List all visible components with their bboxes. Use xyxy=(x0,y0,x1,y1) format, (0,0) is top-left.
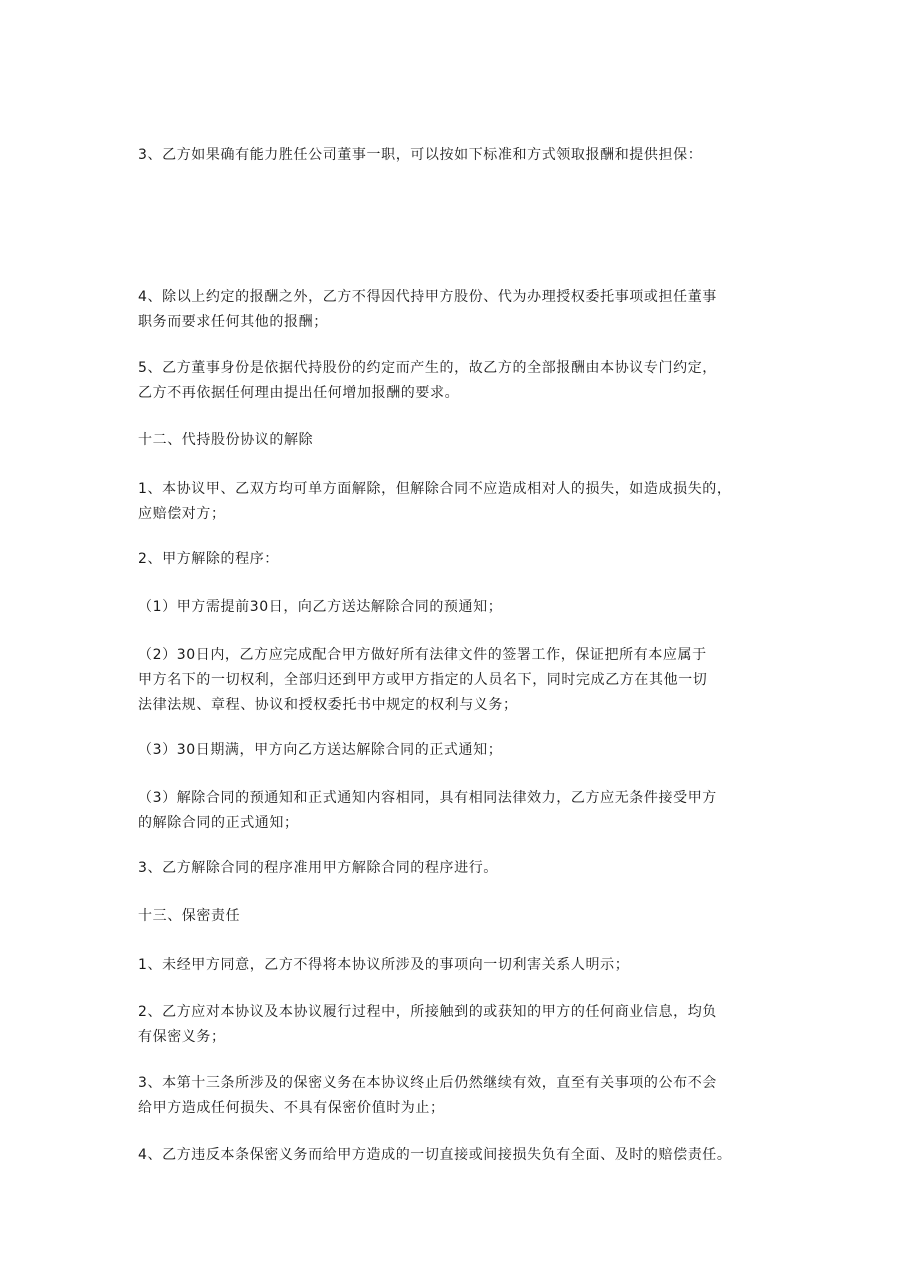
text-line: （1）甲方需提前30日，向乙方送达解除合同的预通知； xyxy=(138,599,503,615)
paragraph-clause-3-director-pay xyxy=(138,143,788,168)
text-line: 甲方名下的一切权利，全部归还到甲方或甲方指定的人员名下，同时完成乙方在其他一切 xyxy=(138,672,708,688)
paragraph-13-4-compensation xyxy=(138,1143,788,1168)
text-line: 1、未经甲方同意，乙方不得将本协议所涉及的事项向一切利害关系人明示； xyxy=(138,957,630,973)
text-line: 4、除以上约定的报酬之外，乙方不得因代持甲方股份、代为办理授权委托事项或担任董事 xyxy=(138,289,717,305)
paragraph-12-1-unilateral-termination xyxy=(138,477,788,527)
paragraph-13-1-no-disclosure xyxy=(138,953,788,978)
text-line: 3、乙方如果确有能力胜任公司董事一职，可以按如下标准和方式领取报酬和提供担保： xyxy=(138,147,703,163)
section-heading-13 xyxy=(138,904,788,929)
text-line: 5、乙方董事身份是依据代持股份的约定而产生的，故乙方的全部报酬由本协议专门约定， xyxy=(138,360,717,376)
section-heading-12 xyxy=(138,428,788,453)
text-line: （3）解除合同的预通知和正式通知内容相同，具有相同法律效力，乙方应无条件接受甲方 xyxy=(138,790,717,806)
text-line: 1、本协议甲、乙双方均可单方面解除，但解除合同不应造成相对人的损失，如造成损失的， xyxy=(138,481,732,497)
text-line: 法律法规、章程、协议和授权委托书中规定的权利与义务； xyxy=(138,697,518,713)
text-line: 应赔偿对方； xyxy=(138,506,226,522)
paragraph-12-2-3-formal-notice xyxy=(138,738,788,763)
text-line: 职务而要求任何其他的报酬； xyxy=(138,314,328,330)
section-heading: 十三、保密责任 xyxy=(138,908,241,924)
paragraph-13-3-survival xyxy=(138,1071,788,1121)
text-line: （2）30日内，乙方应完成配合甲方做好所有法律文件的签署工作，保证把所有本应属于 xyxy=(138,647,707,663)
section-heading: 十二、代持股份协议的解除 xyxy=(138,432,314,448)
paragraph-clause-5-director-identity xyxy=(138,356,788,406)
text-line: 2、甲方解除的程序： xyxy=(138,551,279,567)
text-line: 2、乙方应对本协议及本协议履行过程中，所接触到的或获知的甲方的任何商业信息，均负 xyxy=(138,1004,717,1020)
text-line: 的解除合同的正式通知； xyxy=(138,815,299,831)
paragraph-12-2-3b-same-effect xyxy=(138,786,788,836)
text-line: 给甲方造成任何损失、不具有保密价值时为止； xyxy=(138,1100,445,1116)
text-line: 有保密义务； xyxy=(138,1029,226,1045)
text-line: （3）30日期满，甲方向乙方送达解除合同的正式通知； xyxy=(138,742,503,758)
paragraph-12-3-party-b-procedure xyxy=(138,856,788,881)
paragraph-12-2-2-within-30-days xyxy=(138,643,788,718)
paragraph-clause-4-no-other-pay xyxy=(138,285,788,335)
text-line: 3、本第十三条所涉及的保密义务在本协议终止后仍然继续有效，直至有关事项的公布不会 xyxy=(138,1075,717,1091)
text-line: 乙方不再依据任何理由提出任何增加报酬的要求。 xyxy=(138,385,460,401)
text-line: 4、乙方违反本条保密义务而给甲方造成的一切直接或间接损失负有全面、及时的赔偿责任。 xyxy=(138,1147,732,1163)
paragraph-13-2-confidentiality xyxy=(138,1000,788,1050)
text-line: 3、乙方解除合同的程序准用甲方解除合同的程序进行。 xyxy=(138,860,498,876)
paragraph-12-2-1-advance-notice xyxy=(138,595,788,620)
paragraph-12-2-party-a-procedure xyxy=(138,547,788,572)
